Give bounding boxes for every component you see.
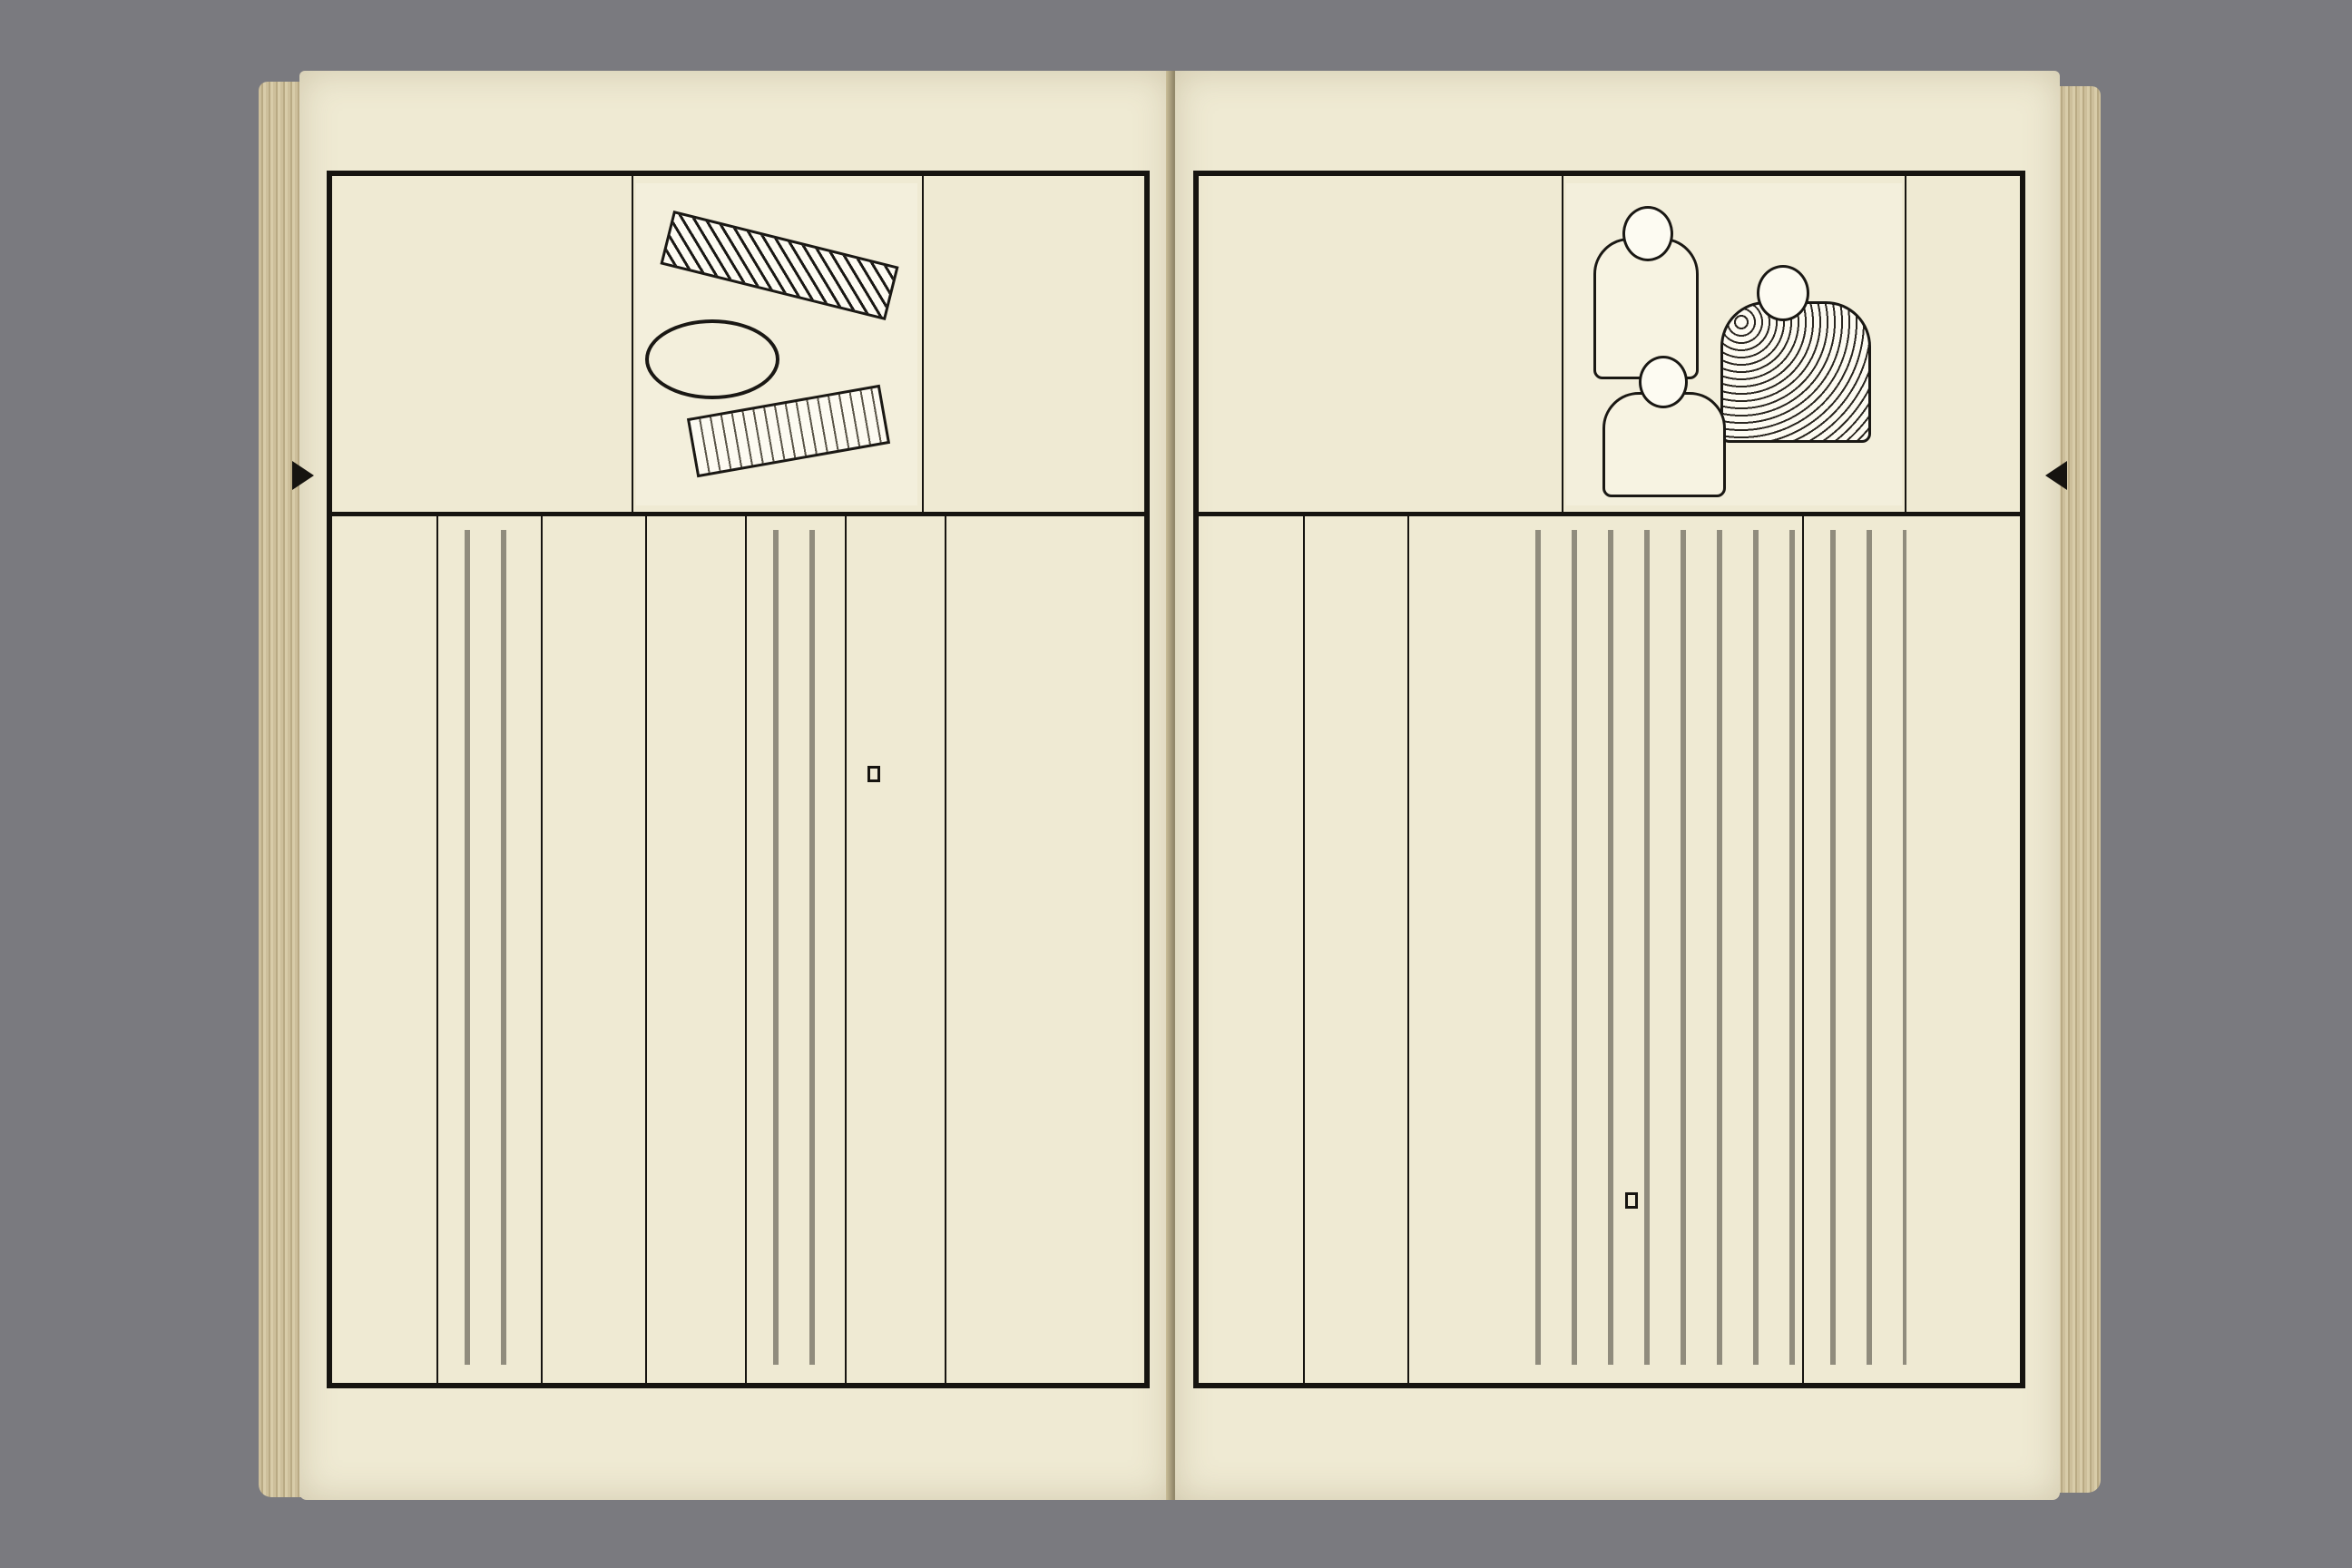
seated-monk-right-head bbox=[1757, 265, 1809, 321]
left-body-rule-6 bbox=[945, 512, 946, 1383]
right-page-marker bbox=[2045, 461, 2067, 490]
left-body-rule-3 bbox=[645, 512, 647, 1383]
kneeling-monk-head bbox=[1639, 356, 1688, 408]
left-body-rule-4 bbox=[745, 512, 747, 1383]
right-body-rule-2 bbox=[1407, 512, 1409, 1383]
left-page-marker bbox=[292, 461, 314, 490]
textile-illustration bbox=[636, 183, 917, 505]
right-body-rule-3 bbox=[1802, 512, 1804, 1383]
left-commentary-2 bbox=[750, 530, 840, 1365]
left-body-rule-2 bbox=[541, 512, 543, 1383]
left-commentary-1 bbox=[441, 530, 536, 1365]
seated-monk-right-robe bbox=[1720, 301, 1871, 443]
right-commentary-2 bbox=[1807, 530, 1906, 1365]
left-header-band bbox=[332, 176, 1144, 516]
left-text-frame bbox=[327, 171, 1150, 1388]
left-header-divider-2 bbox=[922, 176, 924, 512]
right-body-rule-1 bbox=[1303, 512, 1305, 1383]
left-boxed-label bbox=[867, 766, 880, 782]
right-header-divider-2 bbox=[1905, 176, 1906, 512]
open-book bbox=[259, 64, 2101, 1515]
right-page bbox=[1175, 71, 2060, 1500]
monks-illustration bbox=[1566, 183, 1902, 505]
obi-roll-illustration bbox=[660, 211, 898, 320]
left-body-rule-5 bbox=[845, 512, 847, 1383]
right-header-divider-1 bbox=[1562, 176, 1563, 512]
seated-monk-left-head bbox=[1622, 206, 1673, 261]
left-header-divider-1 bbox=[632, 176, 633, 512]
rope-coil-illustration bbox=[645, 319, 779, 399]
right-header-band bbox=[1199, 176, 2020, 516]
left-page bbox=[299, 71, 1171, 1500]
right-text-frame bbox=[1193, 171, 2025, 1388]
right-commentary bbox=[1512, 530, 1798, 1365]
right-boxed-label bbox=[1625, 1192, 1638, 1209]
left-body-rule-1 bbox=[436, 512, 438, 1383]
